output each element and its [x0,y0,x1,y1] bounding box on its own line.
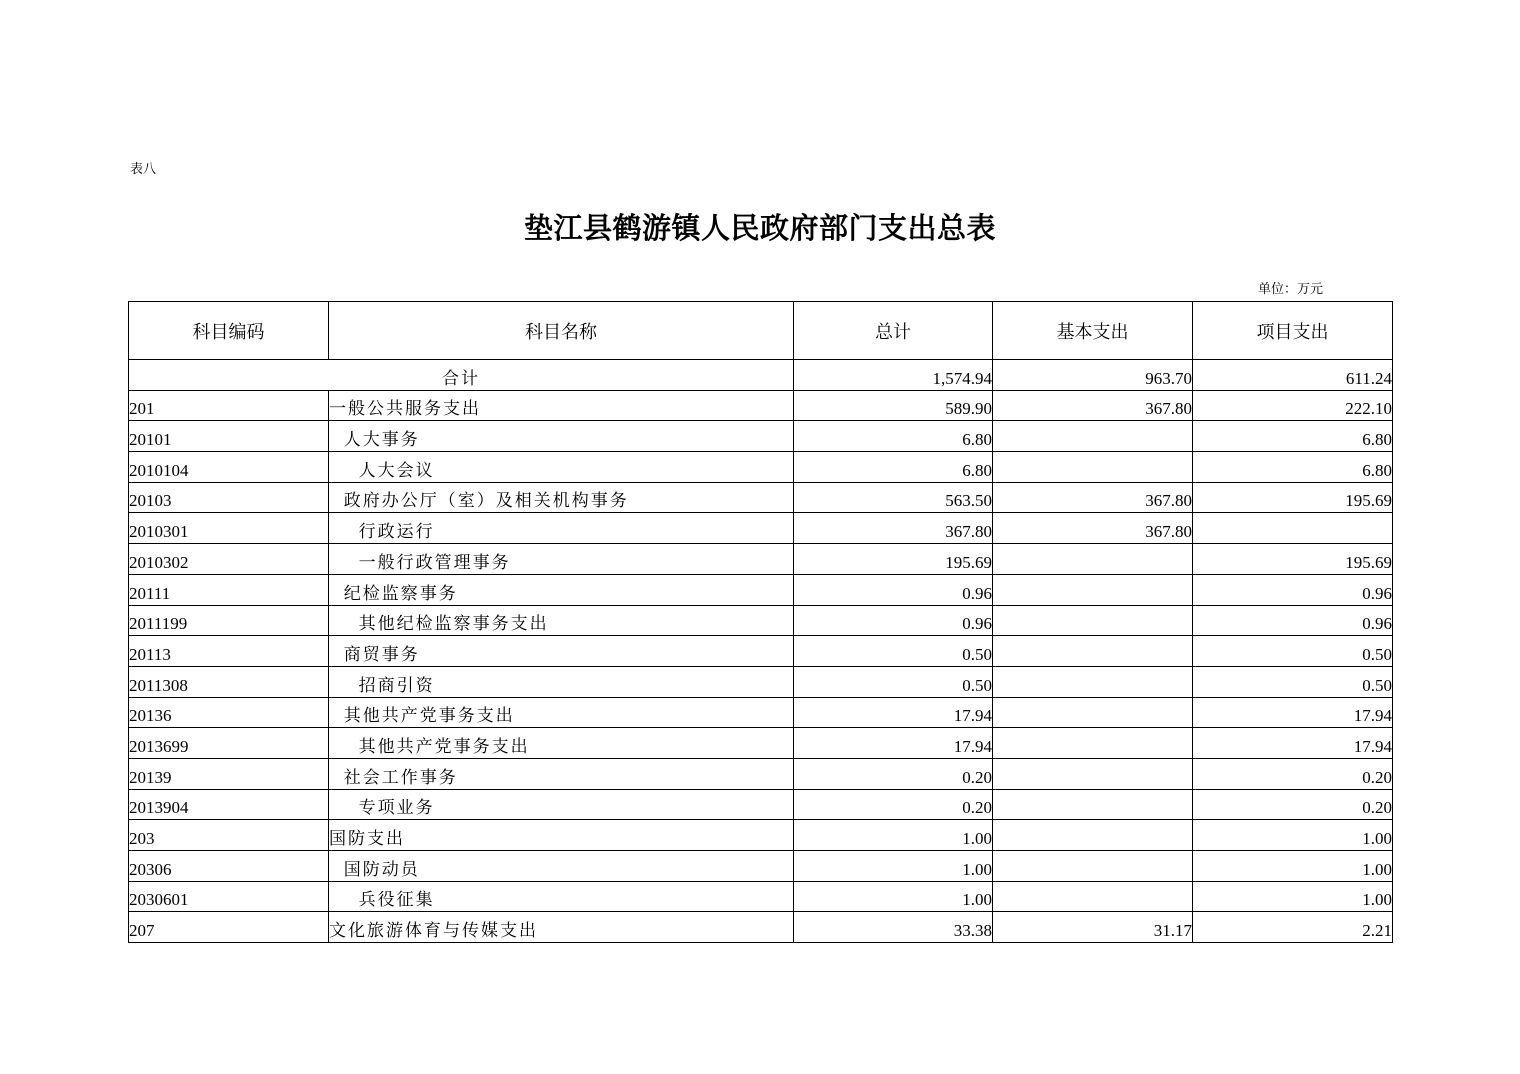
total-sum: 1,574.94 [794,360,993,391]
row-code: 2030601 [129,881,329,912]
row-code: 2010104 [129,452,329,483]
row-code: 2010302 [129,544,329,575]
table-row [129,421,1393,452]
row-code: 20103 [129,482,329,513]
row-basic [993,758,1193,789]
row-basic [993,728,1193,759]
row-name: 一般公共服务支出 [329,390,794,421]
row-basic: 367.80 [993,390,1193,421]
total-label: 合计 [129,360,794,391]
row-name: 国防动员 [329,851,794,882]
row-code: 20113 [129,636,329,667]
row-code: 207 [129,912,329,943]
row-name: 政府办公厅（室）及相关机构事务 [329,482,794,513]
row-name: 社会工作事务 [329,758,794,789]
table-row [129,697,1393,728]
row-code: 20139 [129,758,329,789]
row-name: 招商引资 [329,666,794,697]
table-row [129,605,1393,636]
total-project: 611.24 [1193,360,1393,391]
row-name: 其他共产党事务支出 [329,728,794,759]
row-total: 0.50 [794,636,993,667]
row-code: 20136 [129,697,329,728]
row-name: 国防支出 [329,820,794,851]
table-row [129,390,1393,421]
row-code: 20101 [129,421,329,452]
row-project: 17.94 [1193,697,1393,728]
row-project: 0.50 [1193,666,1393,697]
table-row [129,636,1393,667]
row-basic [993,851,1193,882]
row-code: 2013904 [129,789,329,820]
row-basic [993,452,1193,483]
row-basic: 367.80 [993,482,1193,513]
row-name: 行政运行 [329,513,794,544]
header-project: 项目支出 [1193,302,1393,360]
row-project: 0.96 [1193,605,1393,636]
row-total: 563.50 [794,482,993,513]
row-project [1193,513,1393,544]
row-project: 6.80 [1193,452,1393,483]
row-total: 195.69 [794,544,993,575]
row-project: 2.21 [1193,912,1393,943]
row-basic [993,574,1193,605]
table-row [129,513,1393,544]
row-basic [993,605,1193,636]
row-name: 商贸事务 [329,636,794,667]
row-name: 专项业务 [329,789,794,820]
row-code: 20111 [129,574,329,605]
row-project: 1.00 [1193,881,1393,912]
row-code: 2011199 [129,605,329,636]
row-total: 33.38 [794,912,993,943]
row-total: 1.00 [794,820,993,851]
row-project: 195.69 [1193,544,1393,575]
row-name: 兵役征集 [329,881,794,912]
row-project: 1.00 [1193,820,1393,851]
row-name: 文化旅游体育与传媒支出 [329,912,794,943]
row-total: 6.80 [794,421,993,452]
row-basic [993,544,1193,575]
table-header-row [129,302,1393,360]
row-name: 人大会议 [329,452,794,483]
row-name: 人大事务 [329,421,794,452]
row-name: 纪检监察事务 [329,574,794,605]
row-project: 1.00 [1193,851,1393,882]
row-basic: 367.80 [993,513,1193,544]
row-total: 17.94 [794,728,993,759]
row-code: 2010301 [129,513,329,544]
table-row [129,789,1393,820]
table-row [129,574,1393,605]
row-project: 0.50 [1193,636,1393,667]
row-total: 1.00 [794,851,993,882]
row-total: 1.00 [794,881,993,912]
expenditure-table [128,301,1393,943]
table-row [129,728,1393,759]
row-project: 0.20 [1193,789,1393,820]
row-total: 0.20 [794,789,993,820]
row-code: 20306 [129,851,329,882]
page-title: 垫江县鹤游镇人民政府部门支出总表 [523,211,996,245]
row-basic [993,636,1193,667]
row-project: 195.69 [1193,482,1393,513]
row-total: 17.94 [794,697,993,728]
total-basic: 963.70 [993,360,1193,391]
row-name: 一般行政管理事务 [329,544,794,575]
table-row [129,666,1393,697]
total-row [129,360,1393,391]
table-row [129,820,1393,851]
row-code: 2013699 [129,728,329,759]
row-basic [993,881,1193,912]
row-project: 0.96 [1193,574,1393,605]
row-basic [993,421,1193,452]
table-number-label: 表八 [130,162,157,177]
row-code: 201 [129,390,329,421]
unit-note: 单位：万元 [1258,282,1324,297]
header-total: 总计 [794,302,993,360]
row-project: 222.10 [1193,390,1393,421]
row-basic: 31.17 [993,912,1193,943]
table-row [129,881,1393,912]
row-code: 2011308 [129,666,329,697]
row-total: 367.80 [794,513,993,544]
header-name: 科目名称 [329,302,794,360]
row-total: 0.96 [794,605,993,636]
header-code: 科目编码 [129,302,329,360]
row-total: 6.80 [794,452,993,483]
table-row [129,544,1393,575]
row-total: 0.20 [794,758,993,789]
header-basic: 基本支出 [993,302,1193,360]
table-row [129,912,1393,943]
row-total: 0.50 [794,666,993,697]
table-row [129,452,1393,483]
row-basic [993,820,1193,851]
row-code: 203 [129,820,329,851]
row-basic [993,789,1193,820]
row-project: 6.80 [1193,421,1393,452]
row-basic [993,666,1193,697]
row-project: 17.94 [1193,728,1393,759]
row-total: 589.90 [794,390,993,421]
row-basic [993,697,1193,728]
row-name: 其他纪检监察事务支出 [329,605,794,636]
table-row [129,851,1393,882]
row-project: 0.20 [1193,758,1393,789]
table-row [129,482,1393,513]
table-row [129,758,1393,789]
row-total: 0.96 [794,574,993,605]
row-name: 其他共产党事务支出 [329,697,794,728]
